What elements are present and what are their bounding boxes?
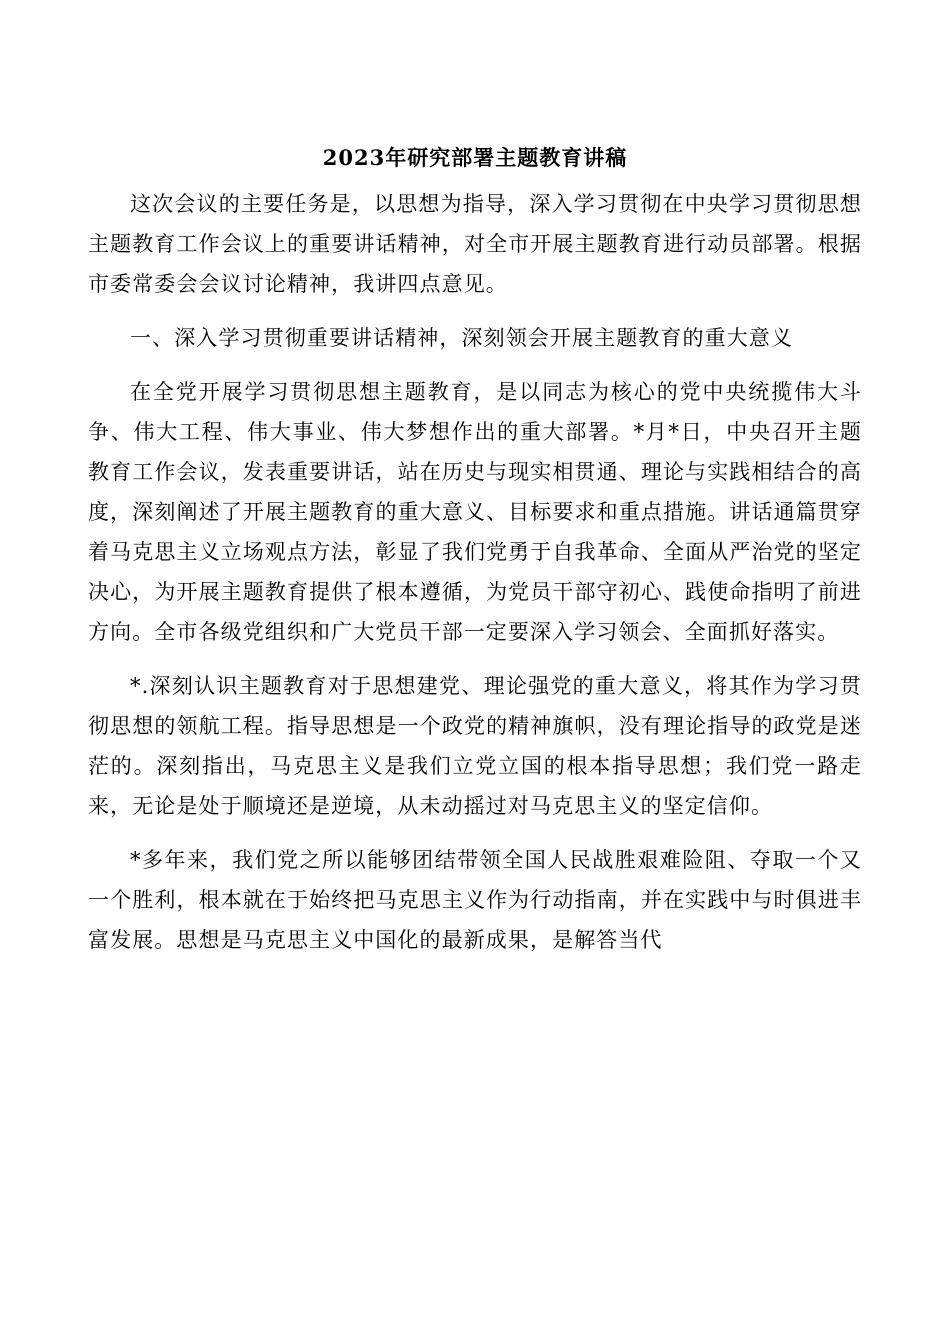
paragraph-intro: 这次会议的主要任务是，以思想为指导，深入学习贯彻在中央学习贯彻思想主题教育工作会议上的重要讲话精神，对全市开展主题教育进行动员部署。根据市委常委会会议讨论精神，我讲四点意见。 — [88, 192, 862, 296]
paragraph-point-one: *.深刻认识主题教育对于思想建党、理论强党的重大意义，将其作为学习贯彻思想的领航工程。指导思想是一个政党的精神旗帜，没有理论指导的政党是迷茫的。深刻指出，马克思主义是我们立党立国的根本指导思想；我们党一路走来，无论是处于顺境还是逆境，从未动摇过对马克思主义的坚定信仰。 — [88, 674, 862, 818]
paragraph-significance: 在全党开展学习贯彻思想主题教育，是以同志为核心的党中央统揽伟大斗争、伟大工程、伟大事业、伟大梦想作出的重大部署。*月*日，中央召开主题教育工作会议，发表重要讲话，站在历史与现实相贯通、理论与实践相结合的高度，深刻阐述了开展主题教育的重大意义、目标要求和重点措施。讲话通篇贯穿着马克思主义立场观点方法，彰显了我们党勇于自我革命、全面从严治党的坚定决心，为开展主题教育提供了根本遵循，为党员干部守初心、践使命指明了前进方向。全市各级党组织和广大党员干部一定要深入学习领会、全面抓好落实。 — [88, 380, 862, 644]
document-page — [88, 138, 862, 974]
section-heading-one: 一、深入学习贯彻重要讲话精神，深刻领会开展主题教育的重大意义 — [130, 326, 793, 350]
paragraph-history: *多年来，我们党之所以能够团结带领全国人民战胜艰难险阻、夺取一个又一个胜利，根本就在于始终把马克思主义作为行动指南，并在实践中与时俱进丰富发展。思想是马克思主义中国化的最新成果，是解答当代 — [88, 848, 862, 952]
document-title: 2023年研究部署主题教育讲稿 — [322, 145, 628, 170]
